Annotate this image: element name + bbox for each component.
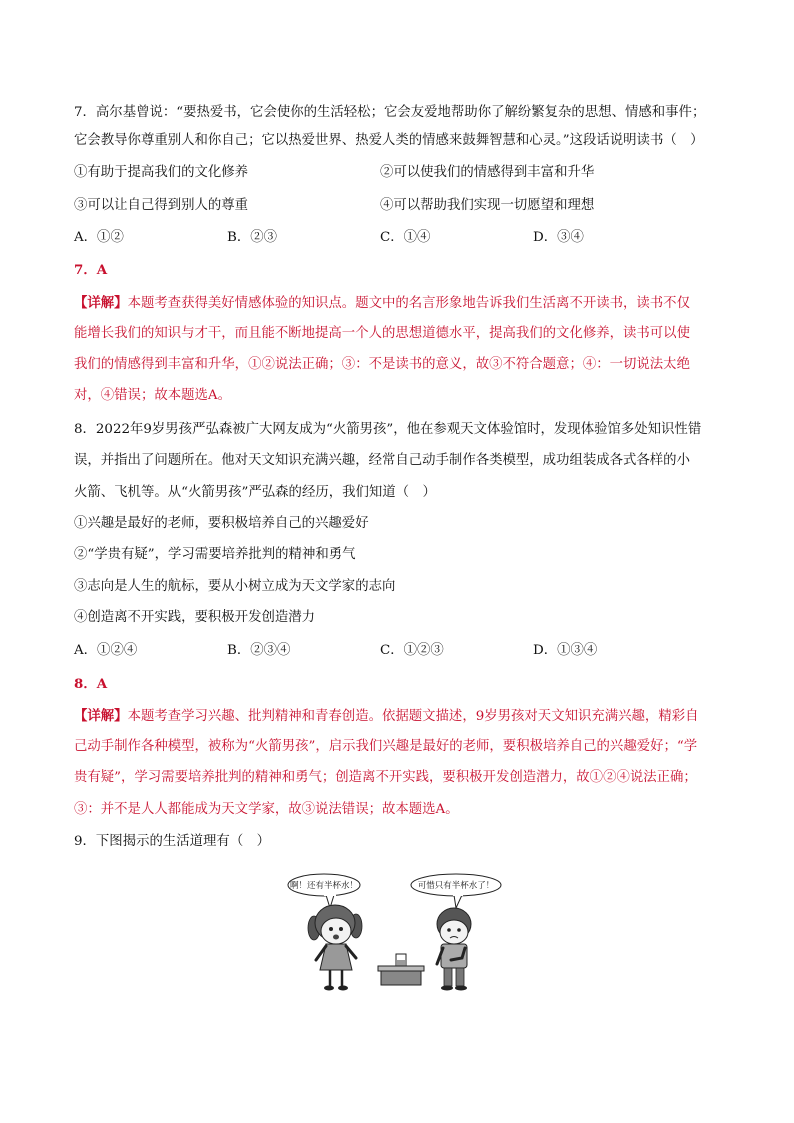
q8-detail-line1 <box>74 706 699 727</box>
q7-option-3: ③可以让自己得到别人的尊重 <box>74 198 249 213</box>
q7-detail-line1 <box>74 293 690 314</box>
table-with-glass <box>378 954 424 985</box>
q7-choice-b: B．②③ <box>227 230 278 245</box>
q8-option-2: ②“学贵有疑”，学习需要培养批判的精神和勇气 <box>74 547 356 562</box>
q8-choice-d: D．①③④ <box>533 643 598 658</box>
q7-detail-tag: 【详解】 <box>74 295 128 311</box>
q8-option-1: ①兴趣是最好的老师，要积极培养自己的兴趣爱好 <box>74 516 369 531</box>
q8-option-3: ③志向是人生的航标，要从小树立成为天文学家的志向 <box>74 579 396 594</box>
q7-choice-d: D．③④ <box>533 230 584 245</box>
q7-detail-line4: 对，④错误；故本题选A。 <box>74 388 231 403</box>
q7-detail-line3: 我们的情感得到丰富和升华，①②说法正确；③：不是读书的意义，故③不符合题意；④：一切说法太绝 <box>74 357 690 372</box>
q7-choice-c: C．①④ <box>380 230 431 245</box>
q8-choice-a: A．①②④ <box>74 643 138 658</box>
q8-stem-line3: 火箭、飞机等。从“火箭男孩”严弘森的经历，我们知道（ ） <box>74 485 436 500</box>
q8-detail-line2: 己动手制作各种模型，被称为“火箭男孩”，启示我们兴趣是最好的老师，要积极培养自己的兴趣爱好；“学 <box>74 739 698 754</box>
q7-detail-text1: 本题考查获得美好情感体验的知识点。题文中的名言形象地告诉我们生活离不开读书，读书不仅 <box>127 296 690 311</box>
q8-detail-tag: 【详解】 <box>74 708 128 724</box>
q7-option-4: ④可以帮助我们实现一切愿望和理想 <box>380 198 595 213</box>
girl-figure <box>308 905 362 991</box>
q7-option-1: ①有助于提高我们的文化修养 <box>74 165 249 180</box>
q8-choice-b: B．②③④ <box>227 643 291 658</box>
q7-choice-a: A．①② <box>74 230 124 245</box>
q8-answer: 8．A <box>74 676 108 692</box>
q7-detail-line2: 能增长我们的知识与才干，而且能不断地提高一个人的思想道德水平，提高我们的文化修养，读书可以使 <box>74 326 690 341</box>
q8-stem-line2: 误，并指出了问题所在。他对天文知识充满兴趣，经常自己动手制作各类模型，成功组装成各式各样的小 <box>74 453 690 468</box>
speech-bubble-left <box>288 874 360 908</box>
speech-bubble-right <box>411 874 501 908</box>
q8-option-4: ④创造离不开实践，要积极开发创造潜力 <box>74 610 316 625</box>
q8-choice-c: C．①②③ <box>380 643 444 658</box>
q8-detail-text1: 本题考查学习兴趣、批判精神和青春创造。依据题文描述，9岁男孩对天文知识充满兴趣，精彩自 <box>127 709 699 724</box>
q8-detail-line4: ③：并不是人人都能成为天文学家，故③说法错误；故本题选A。 <box>74 802 459 817</box>
bubble-right-text: 可惜只有半杯水了！ <box>417 881 495 891</box>
q9-stem: 9．下图揭示的生活道理有（ ） <box>74 834 270 849</box>
q8-detail-line3: 贵有疑”，学习需要培养批判的精神和勇气；创造离不开实践，要积极开发创造潜力，故①②④说法正确； <box>74 770 697 785</box>
q8-stem-line1: 8．2022年9岁男孩严弘森被广大网友成为“火箭男孩”，他在参观天文体验馆时，发现体验馆多处知识性错 <box>74 422 702 437</box>
boy-figure <box>437 908 471 991</box>
q7-stem-line1: 7．高尔基曾说：“要热爱书，它会使你的生活轻松；它会友爱地帮助你了解纷繁复杂的思想、情感和事件； <box>74 105 706 120</box>
half-glass-cartoon <box>286 868 508 998</box>
q7-answer: 7．A <box>74 262 108 278</box>
q7-option-2: ②可以使我们的情感得到丰富和升华 <box>380 165 595 180</box>
bubble-left-text: 啊！还有半杯水！ <box>289 881 359 891</box>
q7-stem-line2: 它会教导你尊重别人和你自己；它以热爱世界、热爱人类的情感来鼓舞智慧和心灵。”这段话说明读书（ ） <box>74 133 704 148</box>
